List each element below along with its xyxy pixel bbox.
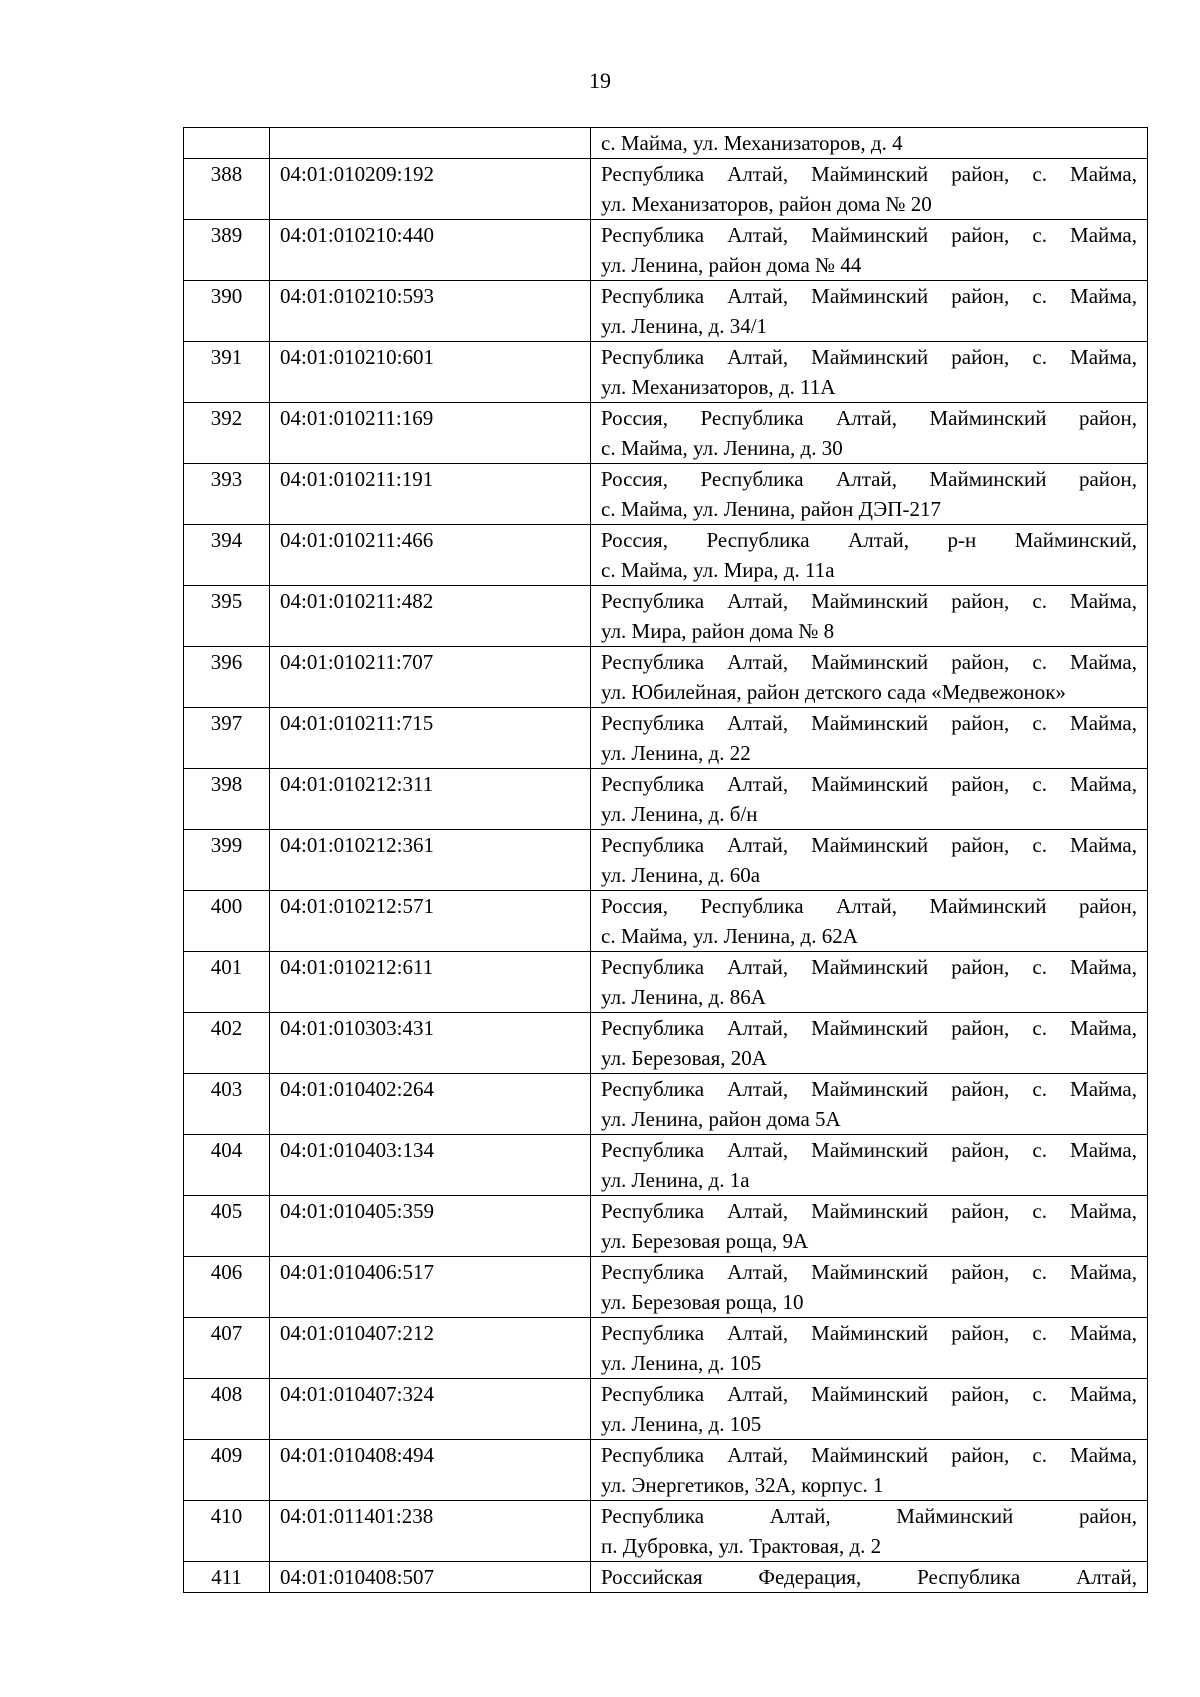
address-line-2: п. Дубровка, ул. Трактовая, д. 2 [601, 1534, 882, 1558]
address-cell [591, 1013, 1148, 1074]
address-cell [591, 1135, 1148, 1196]
table-row [184, 464, 1148, 525]
address-cell [591, 647, 1148, 708]
table-row [184, 403, 1148, 464]
table-row [184, 647, 1148, 708]
cadastral-number-cell: 04:01:010211:707 [270, 647, 591, 708]
table-row [184, 220, 1148, 281]
address-line-2: ул. Ленина, д. 86А [601, 985, 766, 1009]
row-number-cell: 405 [184, 1196, 270, 1257]
address-cell [591, 159, 1148, 220]
address-line-2: ул. Механизаторов, район дома № 20 [601, 192, 932, 216]
cadastral-number-cell: 04:01:010403:134 [270, 1135, 591, 1196]
row-number-cell: 401 [184, 952, 270, 1013]
address-line-1: Республика Алтай, Майминский район, с. Майма, [601, 223, 1137, 247]
table-row [184, 1379, 1148, 1440]
address-line-1: Российская Федерация, Республика Алтай, [601, 1565, 1137, 1589]
cadastral-number-cell: 04:01:010210:601 [270, 342, 591, 403]
address-cell [591, 1257, 1148, 1318]
table-row [184, 830, 1148, 891]
address-line-2: с. Майма, ул. Ленина, д. 30 [601, 436, 843, 460]
address-line-2: ул. Ленина, д. 34/1 [601, 314, 768, 338]
table-row [184, 708, 1148, 769]
address-line-2: ул. Ленина, д. б/н [601, 802, 758, 826]
cadastral-number-cell: 04:01:010407:212 [270, 1318, 591, 1379]
row-number-cell: 388 [184, 159, 270, 220]
address-line-2: ул. Мира, район дома № 8 [601, 619, 835, 643]
row-number-cell: 403 [184, 1074, 270, 1135]
cadastral-number-cell: 04:01:010211:482 [270, 586, 591, 647]
address-line-2: с. Майма, ул. Ленина, д. 62А [601, 924, 858, 948]
cadastral-number-cell: 04:01:010209:192 [270, 159, 591, 220]
table-row [184, 1440, 1148, 1501]
address-line-2: ул. Энергетиков, 32А, корпус. 1 [601, 1473, 884, 1497]
address-line-2: ул. Ленина, район дома 5А [601, 1107, 841, 1131]
address-line-1: Республика Алтай, Майминский район, с. Майма, [601, 833, 1137, 857]
address-cell [591, 1074, 1148, 1135]
address-line-1: Республика Алтай, Майминский район, с. Майма, [601, 1443, 1137, 1467]
row-number-cell: 398 [184, 769, 270, 830]
row-number-cell: 389 [184, 220, 270, 281]
table-row-last [184, 1562, 1148, 1593]
row-number-cell: 407 [184, 1318, 270, 1379]
table-row [184, 159, 1148, 220]
address-line-1: Республика Алтай, Майминский район, с. Майма, [601, 772, 1137, 796]
row-number-cell: 399 [184, 830, 270, 891]
address-line-1: Республика Алтай, Майминский район, с. Майма, [601, 955, 1137, 979]
address-line-1: Республика Алтай, Майминский район, с. Майма, [601, 1016, 1137, 1040]
address-line-2: ул. Юбилейная, район детского сада «Медвежонок» [601, 680, 1066, 704]
row-number-cell: 406 [184, 1257, 270, 1318]
cadastral-number-cell: 04:01:010212:361 [270, 830, 591, 891]
address-cell [591, 1318, 1148, 1379]
address-line-2: ул. Ленина, д. 60а [601, 863, 761, 887]
address-cell [591, 525, 1148, 586]
table-row [184, 1013, 1148, 1074]
address-line: с. Майма, ул. Механизаторов, д. 4 [601, 131, 903, 155]
cadastral-number-cell: 04:01:010402:264 [270, 1074, 591, 1135]
address-line-1: Республика Алтай, Майминский район, [601, 1504, 1137, 1528]
address-line-2: ул. Березовая роща, 10 [601, 1290, 804, 1314]
address-cell [591, 1562, 1148, 1593]
cadastral-number-cell: 04:01:010405:359 [270, 1196, 591, 1257]
address-line-2: ул. Ленина, д. 22 [601, 741, 751, 765]
address-cell [591, 952, 1148, 1013]
table-row [184, 586, 1148, 647]
table-row [184, 1318, 1148, 1379]
address-cell [591, 830, 1148, 891]
address-line-1: Россия, Республика Алтай, Майминский район, [601, 894, 1137, 918]
cadastral-number-cell: 04:01:010211:466 [270, 525, 591, 586]
row-number-cell: 404 [184, 1135, 270, 1196]
cadastral-number-cell: 04:01:010212:311 [270, 769, 591, 830]
address-line-1: Республика Алтай, Майминский район, с. Майма, [601, 650, 1137, 674]
row-number-cell: 390 [184, 281, 270, 342]
row-number-cell: 397 [184, 708, 270, 769]
cadastral-number-cell: 04:01:010211:169 [270, 403, 591, 464]
cadastral-number-cell [270, 128, 591, 159]
address-line-1: Республика Алтай, Майминский район, с. Майма, [601, 284, 1137, 308]
row-number-cell: 408 [184, 1379, 270, 1440]
address-cell [591, 1501, 1148, 1562]
cadastral-number-cell: 04:01:010407:324 [270, 1379, 591, 1440]
row-number-cell: 393 [184, 464, 270, 525]
address-cell [591, 708, 1148, 769]
address-cell [591, 586, 1148, 647]
address-cell [591, 128, 1148, 159]
address-line-1: Республика Алтай, Майминский район, с. Майма, [601, 345, 1137, 369]
table-row [184, 281, 1148, 342]
address-cell [591, 891, 1148, 952]
row-number-cell [184, 128, 270, 159]
table-body [184, 128, 1148, 1593]
address-line-1: Республика Алтай, Майминский район, с. Майма, [601, 1199, 1137, 1223]
table-row-continued [184, 128, 1148, 159]
cadastral-number-cell: 04:01:010211:191 [270, 464, 591, 525]
address-cell [591, 220, 1148, 281]
cadastral-number-cell: 04:01:010210:440 [270, 220, 591, 281]
address-cell [591, 281, 1148, 342]
table-row [184, 525, 1148, 586]
address-cell [591, 403, 1148, 464]
row-number-cell: 400 [184, 891, 270, 952]
address-line-1: Республика Алтай, Майминский район, с. Майма, [601, 162, 1137, 186]
table-row [184, 952, 1148, 1013]
table-row [184, 1135, 1148, 1196]
cadastral-number-cell: 04:01:010408:494 [270, 1440, 591, 1501]
address-line-1: Республика Алтай, Майминский район, с. Майма, [601, 589, 1137, 613]
cadastral-number-cell: 04:01:010212:571 [270, 891, 591, 952]
address-line-2: ул. Березовая роща, 9А [601, 1229, 809, 1253]
row-number-cell: 392 [184, 403, 270, 464]
address-line-1: Республика Алтай, Майминский район, с. Майма, [601, 1077, 1137, 1101]
address-line-2: ул. Березовая, 20А [601, 1046, 767, 1070]
address-cell [591, 464, 1148, 525]
row-number-cell: 396 [184, 647, 270, 708]
cadastral-number-cell: 04:01:010406:517 [270, 1257, 591, 1318]
address-cell [591, 1196, 1148, 1257]
table-row [184, 1501, 1148, 1562]
table-row [184, 891, 1148, 952]
address-line-1: Россия, Республика Алтай, р-н Майминский, [601, 528, 1137, 552]
cadastral-number-cell: 04:01:011401:238 [270, 1501, 591, 1562]
address-line-1: Республика Алтай, Майминский район, с. Майма, [601, 1138, 1137, 1162]
address-line-2: ул. Ленина, д. 105 [601, 1412, 762, 1436]
address-line-2: с. Майма, ул. Ленина, район ДЭП-217 [601, 497, 941, 521]
address-line-1: Россия, Республика Алтай, Майминский район, [601, 406, 1137, 430]
row-number-cell: 402 [184, 1013, 270, 1074]
cadastral-number-cell: 04:01:010408:507 [270, 1562, 591, 1593]
address-line-1: Республика Алтай, Майминский район, с. Майма, [601, 1321, 1137, 1345]
address-cell [591, 342, 1148, 403]
address-cell [591, 1440, 1148, 1501]
land-plot-table [183, 127, 1148, 1593]
address-line-2: ул. Ленина, д. 105 [601, 1351, 762, 1375]
address-line-2: с. Майма, ул. Мира, д. 11а [601, 558, 835, 582]
address-line-2: ул. Ленина, д. 1а [601, 1168, 750, 1192]
table-row [184, 1074, 1148, 1135]
address-cell [591, 769, 1148, 830]
row-number-cell: 394 [184, 525, 270, 586]
cadastral-number-cell: 04:01:010212:611 [270, 952, 591, 1013]
row-number-cell: 411 [184, 1562, 270, 1593]
table-row [184, 769, 1148, 830]
table-row [184, 342, 1148, 403]
row-number-cell: 410 [184, 1501, 270, 1562]
row-number-cell: 395 [184, 586, 270, 647]
address-line-1: Республика Алтай, Майминский район, с. Майма, [601, 711, 1137, 735]
address-cell [591, 1379, 1148, 1440]
address-line-1: Республика Алтай, Майминский район, с. Майма, [601, 1382, 1137, 1406]
address-line-1: Республика Алтай, Майминский район, с. Майма, [601, 1260, 1137, 1284]
cadastral-number-cell: 04:01:010210:593 [270, 281, 591, 342]
row-number-cell: 409 [184, 1440, 270, 1501]
cadastral-number-cell: 04:01:010211:715 [270, 708, 591, 769]
page-number: 19 [589, 68, 611, 93]
table-row [184, 1257, 1148, 1318]
address-line-2: ул. Ленина, район дома № 44 [601, 253, 862, 277]
cadastral-number-cell: 04:01:010303:431 [270, 1013, 591, 1074]
table-row [184, 1196, 1148, 1257]
address-line-2: ул. Механизаторов, д. 11А [601, 375, 836, 399]
row-number-cell: 391 [184, 342, 270, 403]
address-line-1: Россия, Республика Алтай, Майминский район, [601, 467, 1137, 491]
